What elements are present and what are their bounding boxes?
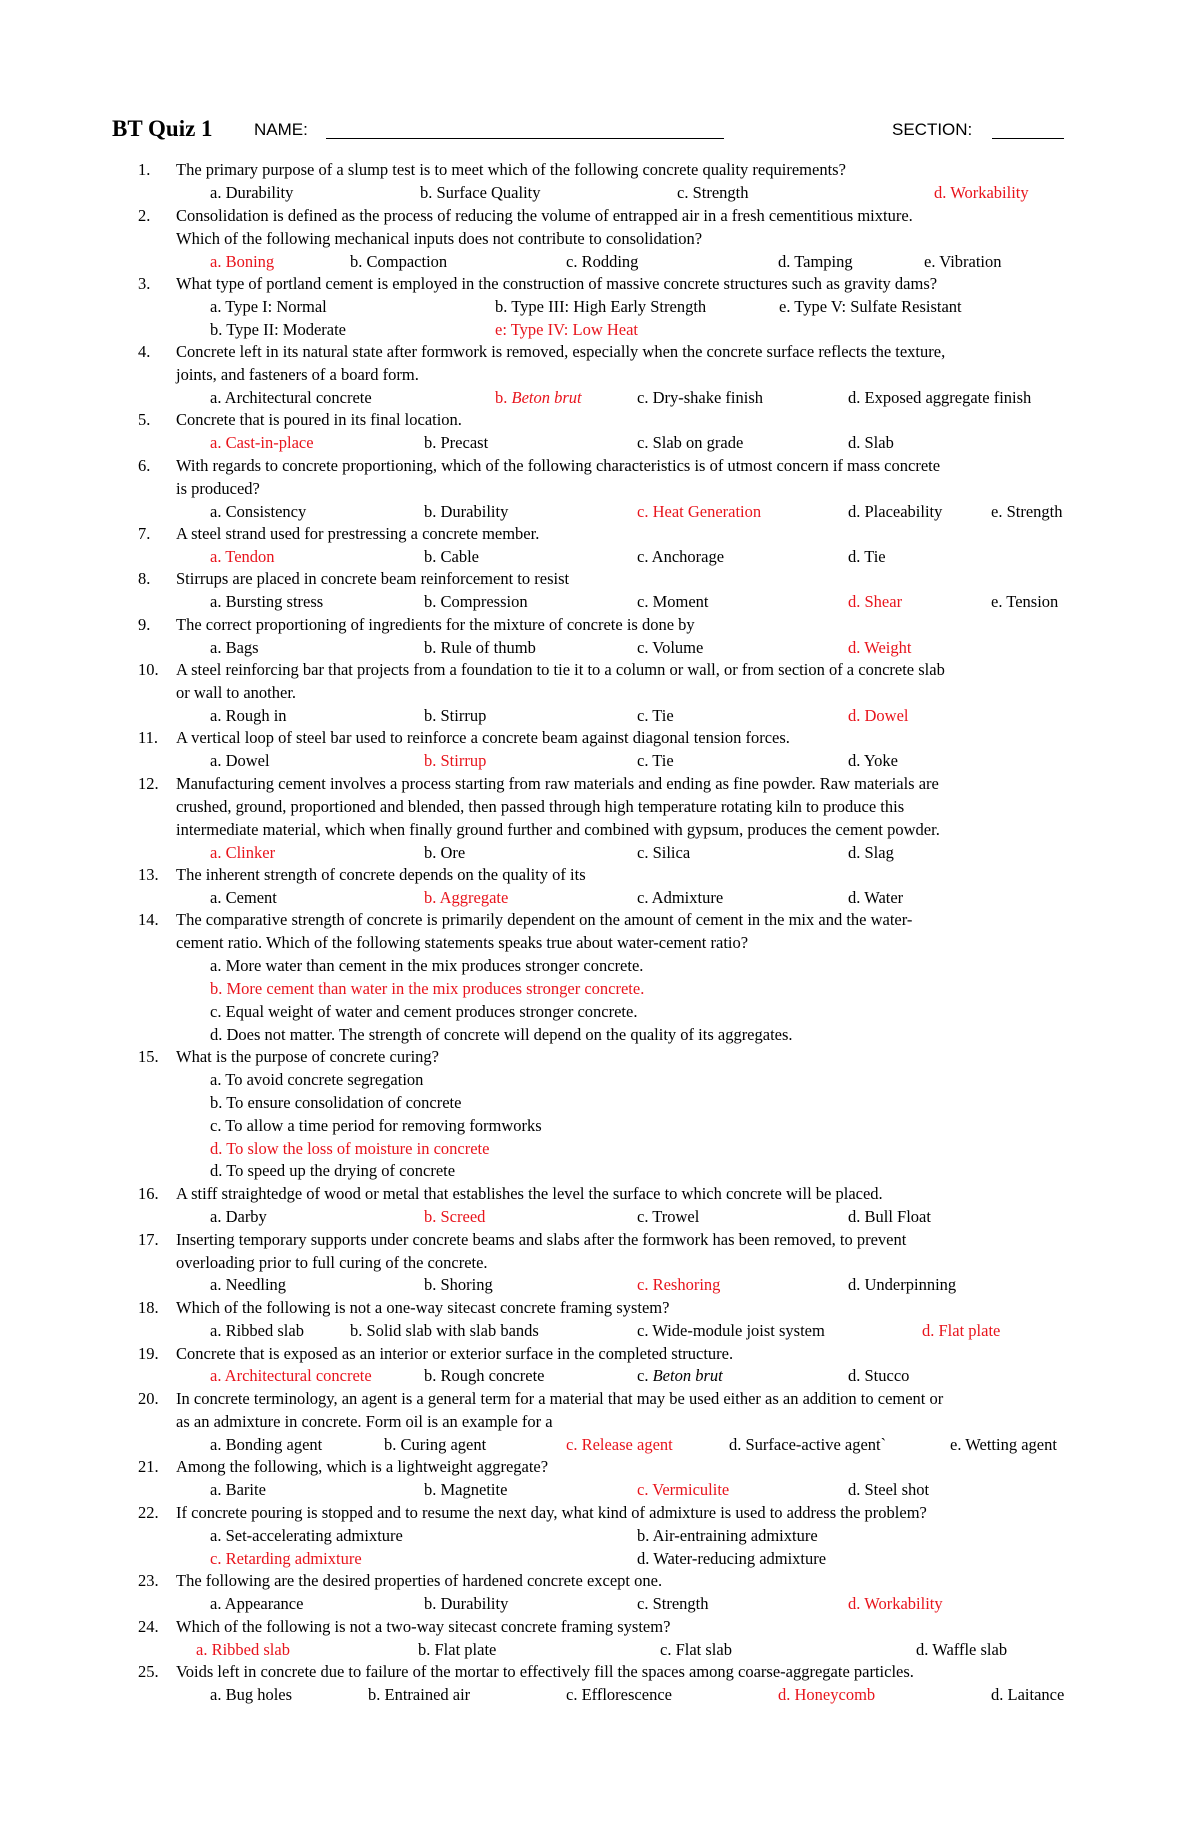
question-number: 6. bbox=[138, 456, 151, 475]
section-label: SECTION: bbox=[892, 120, 973, 139]
answer-option-correct: a. Ribbed slab bbox=[196, 1640, 290, 1659]
answer-option-correct: b. More cement than water in the mix produces stronger concrete. bbox=[210, 979, 645, 998]
question-stem: The correct proportioning of ingredients for the mixture of concrete is done by bbox=[176, 615, 695, 634]
answer-option: b. Air-entraining admixture bbox=[637, 1526, 818, 1545]
question-number: 15. bbox=[138, 1047, 159, 1066]
question-stem: intermediate material, which when finally ground further and combined with gypsum, produces the cement powder. bbox=[176, 820, 940, 839]
answer-option: c. Silica bbox=[637, 843, 691, 862]
answer-option-correct: c. Release agent bbox=[566, 1435, 673, 1454]
question-number: 25. bbox=[138, 1662, 159, 1681]
answer-option: b. Compaction bbox=[350, 252, 448, 271]
answer-option-correct: c. Heat Generation bbox=[637, 502, 762, 521]
question-stem: With regards to concrete proportioning, which of the following characteristics is of utmost concern if mass concrete bbox=[176, 456, 941, 475]
answer-option: c. Admixture bbox=[637, 888, 724, 907]
question-number: 19. bbox=[138, 1344, 159, 1363]
answer-option: c. Wide-module joist system bbox=[637, 1321, 825, 1340]
answer-option: d. Does not matter. The strength of concrete will depend on the quality of its aggregates. bbox=[210, 1025, 793, 1044]
answer-option: b. Solid slab with slab bands bbox=[350, 1321, 539, 1340]
question-stem: What type of portland cement is employed in the construction of massive concrete structures such as gravity dams? bbox=[176, 274, 938, 293]
answer-option: b. Entrained air bbox=[368, 1685, 471, 1704]
question-number: 1. bbox=[138, 160, 151, 179]
answer-option: c. Strength bbox=[677, 183, 749, 202]
answer-option: a. Ribbed slab bbox=[210, 1321, 304, 1340]
answer-option-correct: c. Reshoring bbox=[637, 1275, 721, 1294]
answer-option: b. Curing agent bbox=[384, 1435, 487, 1454]
answer-option: c. Dry-shake finish bbox=[637, 388, 764, 407]
answer-option: e. Type V: Sulfate Resistant bbox=[779, 297, 962, 316]
question-number: 12. bbox=[138, 774, 159, 793]
italic-term: Beton brut bbox=[511, 388, 582, 407]
answer-option-correct: c. Vermiculite bbox=[637, 1480, 730, 1499]
question-stem: Which of the following is not a two-way sitecast concrete framing system? bbox=[176, 1617, 671, 1636]
answer-option: c. Equal weight of water and cement produces stronger concrete. bbox=[210, 1002, 638, 1021]
answer-option: b. Cable bbox=[424, 547, 479, 566]
answer-option: c. Efflorescence bbox=[566, 1685, 672, 1704]
name-label: NAME: bbox=[254, 120, 308, 139]
answer-option: c. Moment bbox=[637, 592, 709, 611]
question-stem: or wall to another. bbox=[176, 683, 297, 702]
answer-option: b. Precast bbox=[424, 433, 489, 452]
question-stem: Which of the following mechanical inputs does not contribute to consolidation? bbox=[176, 229, 703, 248]
answer-option: c. Volume bbox=[637, 638, 704, 657]
answer-option: e. Vibration bbox=[924, 252, 1002, 271]
question-stem: In concrete terminology, an agent is a general term for a material that may be used either as an addition to cement or bbox=[176, 1389, 944, 1408]
answer-option: c. Strength bbox=[637, 1594, 709, 1613]
answer-option: b. Ore bbox=[424, 843, 466, 862]
answer-option-correct: a. Tendon bbox=[210, 547, 275, 566]
answer-option: a. Darby bbox=[210, 1207, 267, 1226]
question-stem: is produced? bbox=[176, 479, 260, 498]
answer-option: d. Waffle slab bbox=[916, 1640, 1008, 1659]
answer-option: a. Dowel bbox=[210, 751, 270, 770]
answer-option: a. Bonding agent bbox=[210, 1435, 323, 1454]
name-blank-field[interactable] bbox=[326, 138, 724, 139]
question-stem: The primary purpose of a slump test is to meet which of the following concrete quality requirements? bbox=[176, 160, 846, 179]
answer-option: d. Steel shot bbox=[848, 1480, 930, 1499]
question-number: 2. bbox=[138, 206, 151, 225]
answer-option: a. Cement bbox=[210, 888, 277, 907]
answer-option: c. Tie bbox=[637, 751, 674, 770]
question-stem: Manufacturing cement involves a process starting from raw materials and ending as fine powder. Raw materials are bbox=[176, 774, 939, 793]
answer-option: a. Barite bbox=[210, 1480, 266, 1499]
question-stem: The following are the desired properties of hardened concrete except one. bbox=[176, 1571, 663, 1590]
answer-option: c. Anchorage bbox=[637, 547, 725, 566]
answer-option: d. Water bbox=[848, 888, 904, 907]
answer-option-correct: d. Shear bbox=[848, 592, 903, 611]
answer-option: b. Type II: Moderate bbox=[210, 320, 346, 339]
answer-option: a. Bags bbox=[210, 638, 259, 657]
answer-option-correct: d. Weight bbox=[848, 638, 912, 657]
question-number: 22. bbox=[138, 1503, 159, 1522]
answer-option: d. To speed up the drying of concrete bbox=[210, 1161, 456, 1180]
answer-option: b. Type III: High Early Strength bbox=[495, 297, 707, 316]
question-number: 7. bbox=[138, 524, 151, 543]
answer-option-correct: a. Clinker bbox=[210, 843, 276, 862]
section-blank-field[interactable] bbox=[992, 138, 1064, 139]
question-stem: A steel strand used for prestressing a concrete member. bbox=[176, 524, 540, 543]
question-number: 14. bbox=[138, 910, 159, 929]
answer-option: a. Needling bbox=[210, 1275, 287, 1294]
answer-option: d. Stucco bbox=[848, 1366, 910, 1385]
answer-option: a. Type I: Normal bbox=[210, 297, 327, 316]
question-stem: Consolidation is defined as the process of reducing the volume of entrapped air in a fresh cementitious mixture. bbox=[176, 206, 913, 225]
answer-option: b. Rule of thumb bbox=[424, 638, 536, 657]
question-stem: A stiff straightedge of wood or metal that establishes the level the surface to which concrete will be placed. bbox=[176, 1184, 883, 1203]
question-stem: The comparative strength of concrete is primarily dependent on the amount of cement in the mix and the water- bbox=[176, 910, 913, 929]
answer-option-correct: d. Workability bbox=[848, 1594, 943, 1613]
answer-option: b. To ensure consolidation of concrete bbox=[210, 1093, 462, 1112]
answer-option: d. Laitance bbox=[991, 1685, 1065, 1704]
question-number: 8. bbox=[138, 569, 151, 588]
answer-option: a. Durability bbox=[210, 183, 294, 202]
answer-option-correct: b. Aggregate bbox=[424, 888, 509, 907]
question-stem: overloading prior to full curing of the concrete. bbox=[176, 1253, 488, 1272]
answer-option: d. Tie bbox=[848, 547, 886, 566]
answer-option: d. Tamping bbox=[778, 252, 853, 271]
question-number: 10. bbox=[138, 660, 159, 679]
question-stem: Concrete left in its natural state after formwork is removed, especially when the concrete surface reflects the texture, bbox=[176, 342, 946, 361]
answer-option: d. Exposed aggregate finish bbox=[848, 388, 1032, 407]
question-number: 21. bbox=[138, 1457, 159, 1476]
answer-option: e. Strength bbox=[991, 502, 1063, 521]
question-stem: What is the purpose of concrete curing? bbox=[176, 1047, 439, 1066]
answer-option: d. Surface-active agent` bbox=[729, 1435, 887, 1454]
quiz-header bbox=[112, 116, 1062, 148]
answer-option: c. Trowel bbox=[637, 1207, 700, 1226]
answer-option-correct: d. Honeycomb bbox=[778, 1685, 876, 1704]
answer-option: d. Slab bbox=[848, 433, 894, 452]
question-number: 18. bbox=[138, 1298, 159, 1317]
answer-option: e. Tension bbox=[991, 592, 1059, 611]
answer-option: a. Appearance bbox=[210, 1594, 304, 1613]
answer-option: b. Surface Quality bbox=[420, 183, 541, 202]
question-number: 13. bbox=[138, 865, 159, 884]
answer-option: c. Slab on grade bbox=[637, 433, 744, 452]
answer-option: a. Bug holes bbox=[210, 1685, 293, 1704]
question-stem: Concrete that is exposed as an interior or exterior surface in the completed structure. bbox=[176, 1344, 734, 1363]
question-stem: joints, and fasteners of a board form. bbox=[176, 365, 419, 384]
answer-option: b. Rough concrete bbox=[424, 1366, 545, 1385]
answer-option-correct: a. Cast-in-place bbox=[210, 433, 314, 452]
answer-option-correct: a. Boning bbox=[210, 252, 275, 271]
answer-option: b. Magnetite bbox=[424, 1480, 508, 1499]
quiz-title: BT Quiz 1 bbox=[112, 116, 213, 141]
question-stem: cement ratio. Which of the following statements speaks true about water-cement ratio? bbox=[176, 933, 749, 952]
answer-option: c. Rodding bbox=[566, 252, 639, 271]
answer-option-correct: d. Flat plate bbox=[922, 1321, 1001, 1340]
answer-option: d. Underpinning bbox=[848, 1275, 957, 1294]
answer-option: d. Bull Float bbox=[848, 1207, 931, 1226]
answer-option: b. Shoring bbox=[424, 1275, 493, 1294]
answer-option: a. To avoid concrete segregation bbox=[210, 1070, 424, 1089]
answer-option: c. Beton brut bbox=[637, 1366, 723, 1385]
answer-option: e. Wetting agent bbox=[950, 1435, 1057, 1454]
question-stem: Stirrups are placed in concrete beam reinforcement to resist bbox=[176, 569, 570, 588]
question-number: 17. bbox=[138, 1230, 159, 1249]
answer-option: b. Durability bbox=[424, 502, 509, 521]
answer-option: c. To allow a time period for removing formworks bbox=[210, 1116, 542, 1135]
question-stem: Which of the following is not a one-way sitecast concrete framing system? bbox=[176, 1298, 670, 1317]
answer-option: a. Rough in bbox=[210, 706, 287, 725]
answer-option: a. Bursting stress bbox=[210, 592, 324, 611]
question-number: 23. bbox=[138, 1571, 159, 1590]
answer-option: c. Flat slab bbox=[660, 1640, 732, 1659]
question-stem: Concrete that is poured in its final location. bbox=[176, 410, 462, 429]
answer-option: b. Durability bbox=[424, 1594, 509, 1613]
answer-option: a. More water than cement in the mix produces stronger concrete. bbox=[210, 956, 644, 975]
answer-option-correct: c. Retarding admixture bbox=[210, 1549, 362, 1568]
answer-option: a. Consistency bbox=[210, 502, 307, 521]
answer-option-correct: d. Dowel bbox=[848, 706, 909, 725]
question-stem: crushed, ground, proportioned and blended, then passed through high temperature rotating kiln to produce this bbox=[176, 797, 905, 816]
question-number: 20. bbox=[138, 1389, 159, 1408]
question-stem: A steel reinforcing bar that projects from a foundation to tie it to a column or wall, or from section of a concrete slab bbox=[176, 660, 945, 679]
answer-option: c. Tie bbox=[637, 706, 674, 725]
answer-option-correct: d. Workability bbox=[934, 183, 1029, 202]
answer-option: b. Stirrup bbox=[424, 706, 487, 725]
answer-option: b. Compression bbox=[424, 592, 528, 611]
answer-option-correct: e: Type IV: Low Heat bbox=[495, 320, 639, 339]
answer-option: d. Placeability bbox=[848, 502, 943, 521]
answer-option-correct: b. Screed bbox=[424, 1207, 486, 1226]
answer-option-correct: d. To slow the loss of moisture in concrete bbox=[210, 1139, 490, 1158]
question-stem: The inherent strength of concrete depends on the quality of its bbox=[176, 865, 586, 884]
answer-option: a. Set-accelerating admixture bbox=[210, 1526, 403, 1545]
question-number: 5. bbox=[138, 410, 151, 429]
answer-option-correct: b. Stirrup bbox=[424, 751, 487, 770]
answer-option: b. Flat plate bbox=[418, 1640, 497, 1659]
answer-option: d. Water-reducing admixture bbox=[637, 1549, 827, 1568]
answer-option-correct: a. Architectural concrete bbox=[210, 1366, 372, 1385]
answer-option-correct: b. Beton brut bbox=[495, 388, 582, 407]
question-number: 3. bbox=[138, 274, 151, 293]
answer-option: d. Slag bbox=[848, 843, 894, 862]
question-number: 24. bbox=[138, 1617, 159, 1636]
question-stem: Inserting temporary supports under concrete beams and slabs after the formwork has been removed, to prevent bbox=[176, 1230, 907, 1249]
question-stem: A vertical loop of steel bar used to reinforce a concrete beam against diagonal tension forces. bbox=[176, 728, 790, 747]
answer-option: d. Yoke bbox=[848, 751, 898, 770]
question-number: 9. bbox=[138, 615, 151, 634]
italic-term: Beton brut bbox=[652, 1366, 723, 1385]
question-stem: If concrete pouring is stopped and to resume the next day, what kind of admixture is used to address the problem? bbox=[176, 1503, 927, 1522]
answer-option: a. Architectural concrete bbox=[210, 388, 372, 407]
question-stem: Among the following, which is a lightweight aggregate? bbox=[176, 1457, 549, 1476]
question-stem: Voids left in concrete due to failure of the mortar to effectively fill the spaces among coarse-aggregate particles. bbox=[176, 1662, 914, 1681]
question-number: 4. bbox=[138, 342, 151, 361]
question-number: 11. bbox=[138, 728, 159, 747]
question-number: 16. bbox=[138, 1184, 159, 1203]
question-stem: as an admixture in concrete. Form oil is an example for a bbox=[176, 1412, 553, 1431]
